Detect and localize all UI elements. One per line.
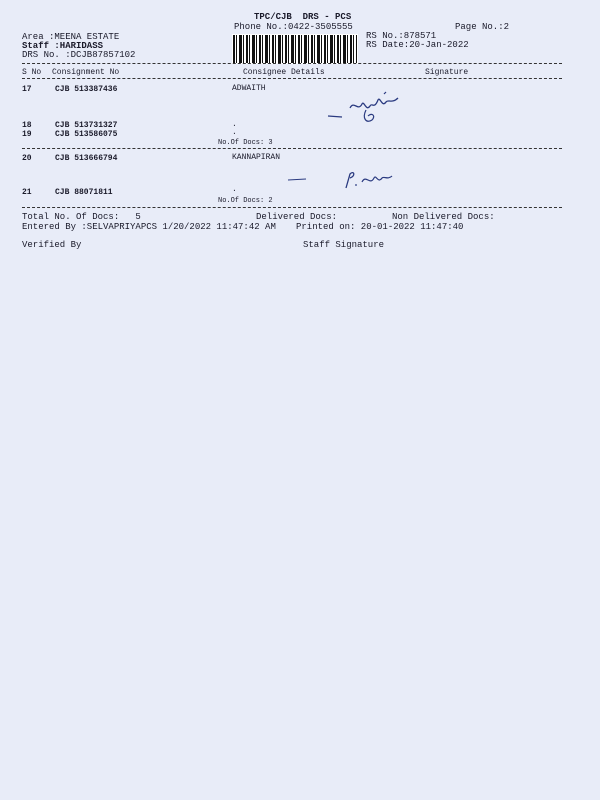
divider: [22, 148, 562, 149]
divider: [22, 78, 562, 79]
row-consignment: CJB 513387436: [55, 85, 118, 94]
column-sno: S No: [22, 68, 42, 77]
row-consignee: .: [232, 185, 237, 194]
row-sno: 19: [22, 130, 32, 139]
row-consignee: ADWAITH: [232, 84, 266, 93]
row-sno: 20: [22, 154, 32, 163]
row-sno: 21: [22, 188, 32, 197]
area-label: Area :MEENA ESTATE: [22, 32, 120, 42]
staff-signature: Staff Signature: [303, 240, 385, 250]
row-consignee: .: [232, 120, 237, 129]
row-consignee: KANNAPIRAN: [232, 153, 281, 162]
row-consignment: CJB 513666794: [55, 154, 118, 163]
drs-number: DRS No. :DCJB87857102: [22, 50, 136, 60]
row-consignment: CJB 88071811: [55, 188, 113, 197]
delivery-signature: [280, 164, 410, 194]
delivered-docs: Delivered Docs:: [256, 212, 338, 222]
column-consignee: Consignee Details: [243, 68, 325, 77]
rs-number: RS No.:878571: [366, 31, 437, 41]
report-title: TPC/CJB DRS - PCS: [254, 12, 352, 22]
divider: [22, 207, 562, 208]
row-consignment: CJB 513586075: [55, 130, 118, 139]
phone-number: Phone No.:0422-3505555: [234, 22, 353, 32]
staff-label: Staff :HARIDASS: [22, 41, 104, 51]
rs-date: RS Date:20-Jan-2022: [366, 40, 469, 50]
group-doc-count: No.Of Docs: 3: [218, 139, 273, 147]
group-doc-count: No.Of Docs: 2: [218, 197, 273, 205]
verified-by: Verified By: [22, 240, 82, 250]
row-sno: 17: [22, 85, 32, 94]
non-delivered-docs: Non Delivered Docs:: [392, 212, 495, 222]
row-sno: 18: [22, 121, 32, 130]
column-consignment: Consignment No: [52, 68, 120, 77]
page-number: Page No.:2: [455, 22, 510, 32]
delivery-signature: [322, 90, 412, 130]
printed-on: Printed on: 20-01-2022 11:47:40: [296, 222, 464, 232]
entered-by: Entered By :SELVAPRIYAPCS 1/20/2022 11:47:42 AM: [22, 222, 276, 232]
divider: [22, 63, 562, 64]
total-docs: Total No. Of Docs: 5: [22, 212, 141, 222]
row-consignment: CJB 513731327: [55, 121, 118, 130]
column-signature: Signature: [425, 68, 469, 77]
row-consignee: .: [232, 128, 237, 137]
barcode: [232, 34, 358, 64]
